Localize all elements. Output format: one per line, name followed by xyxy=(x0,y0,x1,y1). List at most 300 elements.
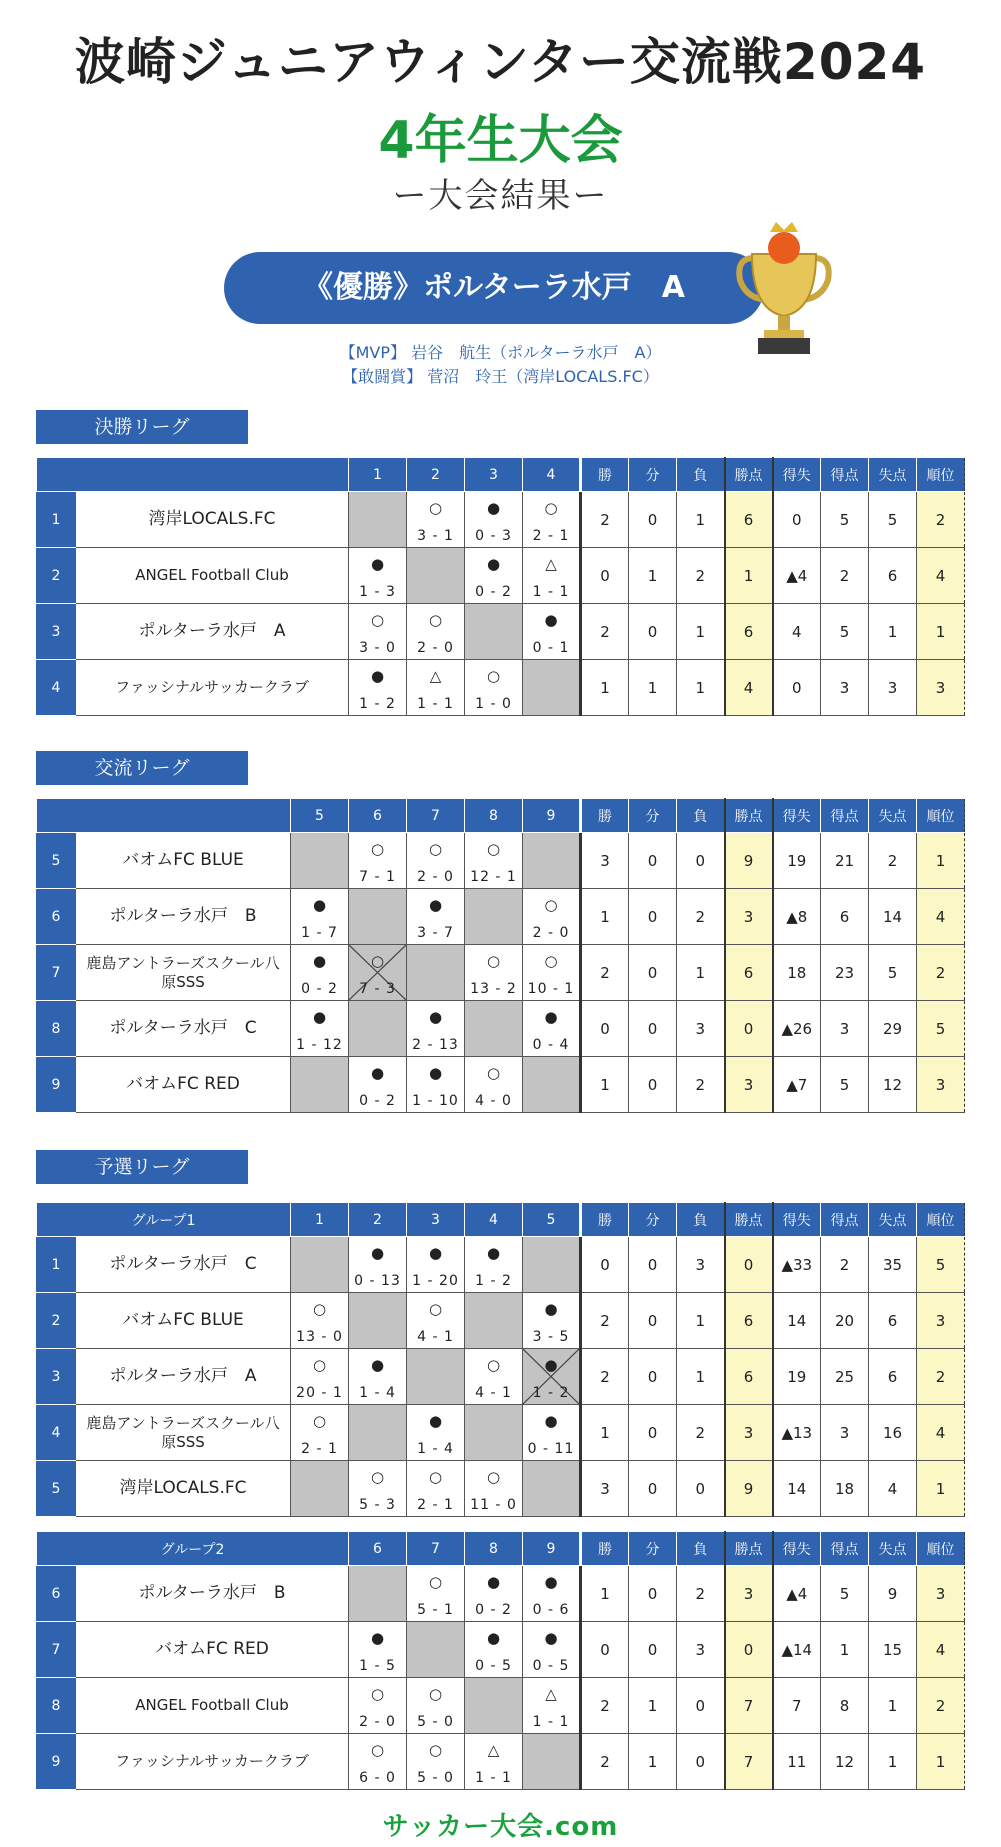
table-row xyxy=(37,604,965,660)
stat-column-header: 勝 xyxy=(581,1203,629,1237)
no-match-cell xyxy=(291,1461,349,1517)
result-symbol: ○ xyxy=(312,1300,327,1318)
opponent-column-header: 8 xyxy=(465,1532,523,1566)
team-stat: 7 xyxy=(725,1678,773,1734)
table-header-row xyxy=(37,1203,965,1237)
team-stat: 1 xyxy=(629,1678,677,1734)
result-symbol: ● xyxy=(312,1008,327,1026)
team-stat: 9 xyxy=(869,1566,917,1622)
opponent-column-header: 1 xyxy=(349,458,407,492)
team-stat: 19 xyxy=(773,833,821,889)
match-result xyxy=(523,1349,581,1405)
match-result xyxy=(407,604,465,660)
team-stat: 5 xyxy=(821,1566,869,1622)
stat-column-header: 勝点 xyxy=(725,458,773,492)
table-row xyxy=(37,1293,965,1349)
stat-column-header: 負 xyxy=(677,1203,725,1237)
team-stat: 2 xyxy=(677,548,725,604)
opponent-column-header: 2 xyxy=(349,1203,407,1237)
team-name: 湾岸LOCALS.FC xyxy=(76,1461,291,1517)
team-stat: 0 xyxy=(773,492,821,548)
result-symbol: ○ xyxy=(370,1741,385,1759)
team-number: 9 xyxy=(37,1734,76,1790)
result-symbol: ● xyxy=(370,1356,385,1374)
match-result xyxy=(349,945,407,1001)
match-score: 0 - 5 xyxy=(532,1658,570,1674)
trophy-icon xyxy=(736,218,832,358)
match-score: 3 - 0 xyxy=(359,640,396,656)
team-stat: 4 xyxy=(773,604,821,660)
table-row xyxy=(37,1566,965,1622)
match-result xyxy=(349,1237,407,1293)
team-stat: 0 xyxy=(629,1566,677,1622)
result-symbol: △ xyxy=(487,1741,500,1759)
match-result xyxy=(465,1461,523,1517)
team-stat: 1 xyxy=(677,945,725,1001)
match-score: 11 - 0 xyxy=(470,1497,517,1513)
team-stat: 1 xyxy=(869,1678,917,1734)
stat-column-header: 得失 xyxy=(773,1203,821,1237)
result-symbol: △ xyxy=(545,1685,557,1703)
match-result xyxy=(465,1237,523,1293)
match-result xyxy=(465,1566,523,1622)
result-symbol: ● xyxy=(544,1629,558,1647)
result-symbol: ○ xyxy=(486,1064,501,1082)
match-result xyxy=(407,833,465,889)
match-result xyxy=(523,889,581,945)
team-stat: 3 xyxy=(725,1566,773,1622)
result-symbol: ○ xyxy=(428,1300,443,1318)
stat-column-header: 順位 xyxy=(917,1203,965,1237)
result-symbol: ○ xyxy=(428,840,443,858)
team-stat: 14 xyxy=(773,1461,821,1517)
team-stat: 1 xyxy=(581,1057,629,1113)
match-score: 1 - 20 xyxy=(412,1273,459,1289)
result-symbol: ○ xyxy=(428,1741,443,1759)
result-symbol: ○ xyxy=(486,840,501,858)
team-stat: 21 xyxy=(821,833,869,889)
team-stat: 15 xyxy=(869,1622,917,1678)
team-stat: 0 xyxy=(629,492,677,548)
match-score: 5 - 0 xyxy=(417,1770,454,1786)
result-symbol: ● xyxy=(370,1064,385,1082)
team-stat: 11 xyxy=(773,1734,821,1790)
result-symbol: ● xyxy=(428,1008,443,1026)
match-result xyxy=(407,660,465,716)
team-stat: 2 xyxy=(917,945,965,1001)
team-stat: 2 xyxy=(581,1678,629,1734)
stat-column-header: 失点 xyxy=(869,1532,917,1566)
match-score: 1 - 7 xyxy=(301,925,338,941)
team-stat: 2 xyxy=(821,548,869,604)
match-result xyxy=(349,1734,407,1790)
stat-column-header: 勝 xyxy=(581,799,629,833)
match-result xyxy=(465,945,523,1001)
no-match-cell xyxy=(465,889,523,945)
stat-column-header: 勝点 xyxy=(725,1532,773,1566)
team-stat: 3 xyxy=(677,1237,725,1293)
team-stat: ▲4 xyxy=(773,548,821,604)
team-stat: 6 xyxy=(725,945,773,1001)
table-row xyxy=(37,1237,965,1293)
team-number: 2 xyxy=(37,1293,76,1349)
stat-column-header: 分 xyxy=(629,799,677,833)
team-stat: 18 xyxy=(773,945,821,1001)
no-match-cell xyxy=(291,833,349,889)
match-score: 1 - 12 xyxy=(296,1037,343,1053)
match-result xyxy=(523,1622,581,1678)
no-match-cell xyxy=(291,1237,349,1293)
team-stat: ▲4 xyxy=(773,1566,821,1622)
match-score: 2 - 1 xyxy=(301,1441,338,1457)
section-title: ー大会結果ー xyxy=(392,176,609,216)
match-score: 0 - 2 xyxy=(359,1093,396,1109)
table-row xyxy=(37,492,965,548)
no-match-cell xyxy=(349,492,407,548)
result-symbol: ● xyxy=(544,611,558,629)
table-row xyxy=(37,548,965,604)
opponent-column-header: 7 xyxy=(407,799,465,833)
match-result xyxy=(407,1057,465,1113)
team-stat: 5 xyxy=(821,492,869,548)
stat-column-header: 順位 xyxy=(917,458,965,492)
team-number: 4 xyxy=(37,1405,76,1461)
result-symbol: ● xyxy=(486,1244,501,1262)
result-symbol: ● xyxy=(428,1244,443,1262)
league-table xyxy=(36,798,965,1113)
stat-column-header: 得点 xyxy=(821,1532,869,1566)
team-stat: 0 xyxy=(725,1001,773,1057)
table-row xyxy=(37,1622,965,1678)
team-stat: 12 xyxy=(821,1734,869,1790)
result-symbol: ● xyxy=(544,1412,558,1430)
team-stat: 0 xyxy=(629,1001,677,1057)
team-stat: 1 xyxy=(629,548,677,604)
stat-column-header: 得点 xyxy=(821,799,869,833)
match-result xyxy=(349,1678,407,1734)
result-symbol: ● xyxy=(486,499,501,517)
league-table xyxy=(36,1531,965,1790)
exchange-league-label: 交流リーグ xyxy=(36,751,248,785)
team-name: 鹿島アントラーズスクール八原SSS xyxy=(76,945,291,1001)
team-stat: 2 xyxy=(581,945,629,1001)
match-score: 10 - 1 xyxy=(527,981,575,997)
team-stat: 3 xyxy=(869,660,917,716)
opponent-column-header: 7 xyxy=(407,1532,465,1566)
team-name: ANGEL Football Club xyxy=(76,1678,349,1734)
team-stat: 4 xyxy=(917,548,965,604)
match-score: 4 - 0 xyxy=(475,1093,512,1109)
match-result xyxy=(407,1461,465,1517)
match-result xyxy=(523,1566,581,1622)
match-score: 13 - 0 xyxy=(296,1329,343,1345)
match-score: 0 - 2 xyxy=(475,1602,512,1618)
team-stat: 35 xyxy=(869,1237,917,1293)
match-score: 12 - 1 xyxy=(470,869,517,885)
team-stat: 6 xyxy=(725,492,773,548)
team-stat: 2 xyxy=(677,1566,725,1622)
team-stat: 29 xyxy=(869,1001,917,1057)
match-score: 3 - 1 xyxy=(417,528,454,544)
result-symbol: ○ xyxy=(370,1685,385,1703)
match-score: 1 - 5 xyxy=(359,1658,396,1674)
team-stat: ▲26 xyxy=(773,1001,821,1057)
opponent-column-header: 5 xyxy=(523,1203,581,1237)
no-match-cell xyxy=(465,1001,523,1057)
result-symbol: ● xyxy=(370,667,385,685)
match-result xyxy=(465,660,523,716)
match-result xyxy=(349,1461,407,1517)
team-stat: 3 xyxy=(917,1293,965,1349)
no-match-cell xyxy=(349,1293,407,1349)
stat-column-header: 順位 xyxy=(917,799,965,833)
no-match-cell xyxy=(523,1734,581,1790)
result-symbol: △ xyxy=(429,667,442,685)
table-row xyxy=(37,833,965,889)
opponent-column-header: 6 xyxy=(349,1532,407,1566)
match-score: 0 - 13 xyxy=(354,1273,401,1289)
team-stat: 2 xyxy=(869,833,917,889)
team-stat: 3 xyxy=(725,1405,773,1461)
team-stat: 2 xyxy=(677,1057,725,1113)
match-score: 1 - 0 xyxy=(475,696,512,712)
team-stat: 0 xyxy=(581,1622,629,1678)
team-stat: 4 xyxy=(917,1405,965,1461)
result-symbol: ○ xyxy=(428,1468,443,1486)
team-stat: 6 xyxy=(869,548,917,604)
team-stat: 0 xyxy=(725,1237,773,1293)
team-number: 3 xyxy=(37,1349,76,1405)
match-score: 5 - 3 xyxy=(359,1497,396,1513)
team-stat: 0 xyxy=(629,604,677,660)
team-stat: 7 xyxy=(725,1734,773,1790)
match-result xyxy=(349,548,407,604)
team-number: 6 xyxy=(37,1566,76,1622)
team-number: 3 xyxy=(37,604,76,660)
group-title xyxy=(37,458,349,492)
team-stat: 4 xyxy=(869,1461,917,1517)
opponent-column-header: 3 xyxy=(407,1203,465,1237)
team-stat: 1 xyxy=(677,604,725,660)
team-name: バオムFC BLUE xyxy=(76,1293,291,1349)
team-stat: 1 xyxy=(725,548,773,604)
team-stat: 3 xyxy=(677,1622,725,1678)
team-stat: 25 xyxy=(821,1349,869,1405)
opponent-column-header: 5 xyxy=(291,799,349,833)
no-match-cell xyxy=(407,548,465,604)
result-symbol: ● xyxy=(428,896,443,914)
match-score: 7 - 3 xyxy=(359,981,396,997)
result-symbol: ● xyxy=(544,1008,558,1026)
match-result xyxy=(349,604,407,660)
result-symbol: ● xyxy=(312,952,327,970)
page-title: 波崎ジュニアウィンター交流戦2024 xyxy=(74,33,927,91)
team-stat: 0 xyxy=(773,660,821,716)
match-result xyxy=(407,1405,465,1461)
team-stat: 5 xyxy=(917,1001,965,1057)
match-result xyxy=(407,1734,465,1790)
team-stat: 0 xyxy=(629,1461,677,1517)
team-number: 1 xyxy=(37,1237,76,1293)
match-result xyxy=(523,1001,581,1057)
team-stat: 5 xyxy=(917,1237,965,1293)
no-match-cell xyxy=(465,1678,523,1734)
opponent-column-header: 4 xyxy=(465,1203,523,1237)
team-stat: 2 xyxy=(677,889,725,945)
result-symbol: ○ xyxy=(370,1468,385,1486)
opponent-column-header: 4 xyxy=(523,458,581,492)
stat-column-header: 負 xyxy=(677,799,725,833)
stat-column-header: 負 xyxy=(677,1532,725,1566)
team-stat: 2 xyxy=(821,1237,869,1293)
result-symbol: ● xyxy=(486,1573,501,1591)
team-stat: 2 xyxy=(581,492,629,548)
match-score: 0 - 3 xyxy=(475,528,512,544)
team-stat: 0 xyxy=(677,833,725,889)
team-stat: 4 xyxy=(917,889,965,945)
team-stat: 0 xyxy=(677,1678,725,1734)
match-score: 0 - 2 xyxy=(475,584,512,600)
team-number: 5 xyxy=(37,1461,76,1517)
no-match-cell xyxy=(291,1057,349,1113)
match-score: 2 - 0 xyxy=(417,869,454,885)
match-result xyxy=(523,945,581,1001)
result-symbol: ○ xyxy=(428,611,443,629)
match-result xyxy=(523,1405,581,1461)
match-score: 0 - 2 xyxy=(301,981,338,997)
match-result xyxy=(523,1293,581,1349)
team-stat: 3 xyxy=(677,1001,725,1057)
result-symbol: △ xyxy=(545,555,557,573)
stat-column-header: 得失 xyxy=(773,1532,821,1566)
team-name: ポルターラ水戸 A xyxy=(76,604,349,660)
stat-column-header: 分 xyxy=(629,1532,677,1566)
table-row xyxy=(37,889,965,945)
league-table xyxy=(36,457,965,716)
no-match-cell xyxy=(523,660,581,716)
match-score: 1 - 10 xyxy=(412,1093,459,1109)
team-name: ファッシナルサッカークラブ xyxy=(76,1734,349,1790)
footer-logo: サッカー大会.com xyxy=(382,1812,619,1842)
match-score: 3 - 7 xyxy=(417,925,454,941)
match-result xyxy=(465,833,523,889)
team-stat: 2 xyxy=(581,1349,629,1405)
match-score: 4 - 1 xyxy=(475,1385,512,1401)
match-score: 0 - 4 xyxy=(532,1037,570,1053)
stat-column-header: 負 xyxy=(677,458,725,492)
match-score: 2 - 13 xyxy=(412,1037,459,1053)
match-result xyxy=(465,1057,523,1113)
group-title: グループ2 xyxy=(37,1532,349,1566)
team-name: バオムFC BLUE xyxy=(76,833,291,889)
team-stat: 3 xyxy=(821,660,869,716)
match-result xyxy=(291,945,349,1001)
team-stat: 1 xyxy=(677,1349,725,1405)
match-result xyxy=(523,548,581,604)
team-stat: 3 xyxy=(917,1057,965,1113)
team-stat: 2 xyxy=(677,1405,725,1461)
stat-column-header: 分 xyxy=(629,458,677,492)
opponent-column-header: 2 xyxy=(407,458,465,492)
team-name: ポルターラ水戸 C xyxy=(76,1237,291,1293)
team-stat: 3 xyxy=(581,833,629,889)
fighting-award: 【敢闘賞】 菅沼 玲王（湾岸LOCALS.FC） xyxy=(342,367,659,386)
match-result xyxy=(407,1001,465,1057)
table-row xyxy=(37,1405,965,1461)
match-result xyxy=(465,548,523,604)
team-stat: 1 xyxy=(821,1622,869,1678)
result-symbol: ○ xyxy=(428,1573,443,1591)
team-stat: 9 xyxy=(725,1461,773,1517)
stat-column-header: 勝点 xyxy=(725,1203,773,1237)
team-name: ポルターラ水戸 A xyxy=(76,1349,291,1405)
table-row xyxy=(37,1734,965,1790)
team-stat: 12 xyxy=(869,1057,917,1113)
team-stat: 16 xyxy=(869,1405,917,1461)
team-stat: 3 xyxy=(917,660,965,716)
result-symbol: ○ xyxy=(370,840,385,858)
mvp-award: 【MVP】 岩谷 航生（ポルターラ水戸 A） xyxy=(339,343,662,362)
stat-column-header: 失点 xyxy=(869,458,917,492)
champion-banner: 《優勝》ポルターラ水戸 A xyxy=(224,252,764,324)
table-row xyxy=(37,1001,965,1057)
team-stat: 23 xyxy=(821,945,869,1001)
team-number: 5 xyxy=(37,833,76,889)
result-symbol: ○ xyxy=(428,1685,443,1703)
match-score: 1 - 2 xyxy=(532,1385,570,1401)
match-result xyxy=(407,1237,465,1293)
match-result xyxy=(291,889,349,945)
match-score: 1 - 1 xyxy=(475,1770,512,1786)
match-result xyxy=(523,604,581,660)
no-match-cell xyxy=(349,1405,407,1461)
team-stat: 0 xyxy=(725,1622,773,1678)
team-stat: 0 xyxy=(629,1237,677,1293)
match-result xyxy=(349,1622,407,1678)
team-stat: 1 xyxy=(917,1461,965,1517)
match-result xyxy=(349,1349,407,1405)
team-name: バオムFC RED xyxy=(76,1622,349,1678)
team-stat: 1 xyxy=(677,1293,725,1349)
team-stat: 0 xyxy=(629,1349,677,1405)
opponent-column-header: 3 xyxy=(465,458,523,492)
stat-column-header: 得失 xyxy=(773,458,821,492)
no-match-cell xyxy=(523,1461,581,1517)
match-result xyxy=(465,1622,523,1678)
stat-column-header: 勝 xyxy=(581,458,629,492)
result-symbol: ● xyxy=(486,1629,501,1647)
team-stat: 19 xyxy=(773,1349,821,1405)
team-stat: 2 xyxy=(917,1349,965,1405)
stat-column-header: 勝 xyxy=(581,1532,629,1566)
stat-column-header: 得点 xyxy=(821,458,869,492)
opponent-column-header: 6 xyxy=(349,799,407,833)
match-result xyxy=(349,1057,407,1113)
match-result xyxy=(291,1405,349,1461)
team-stat: 3 xyxy=(821,1405,869,1461)
match-result xyxy=(407,492,465,548)
match-score: 0 - 11 xyxy=(527,1441,575,1457)
match-score: 0 - 5 xyxy=(475,1658,512,1674)
team-stat: 0 xyxy=(629,833,677,889)
team-stat: 6 xyxy=(869,1349,917,1405)
result-symbol: ● xyxy=(370,1629,385,1647)
team-name: ポルターラ水戸 B xyxy=(76,1566,349,1622)
no-match-cell xyxy=(407,1622,465,1678)
result-symbol: ○ xyxy=(544,952,558,970)
result-symbol: ● xyxy=(428,1412,443,1430)
team-stat: 5 xyxy=(869,945,917,1001)
